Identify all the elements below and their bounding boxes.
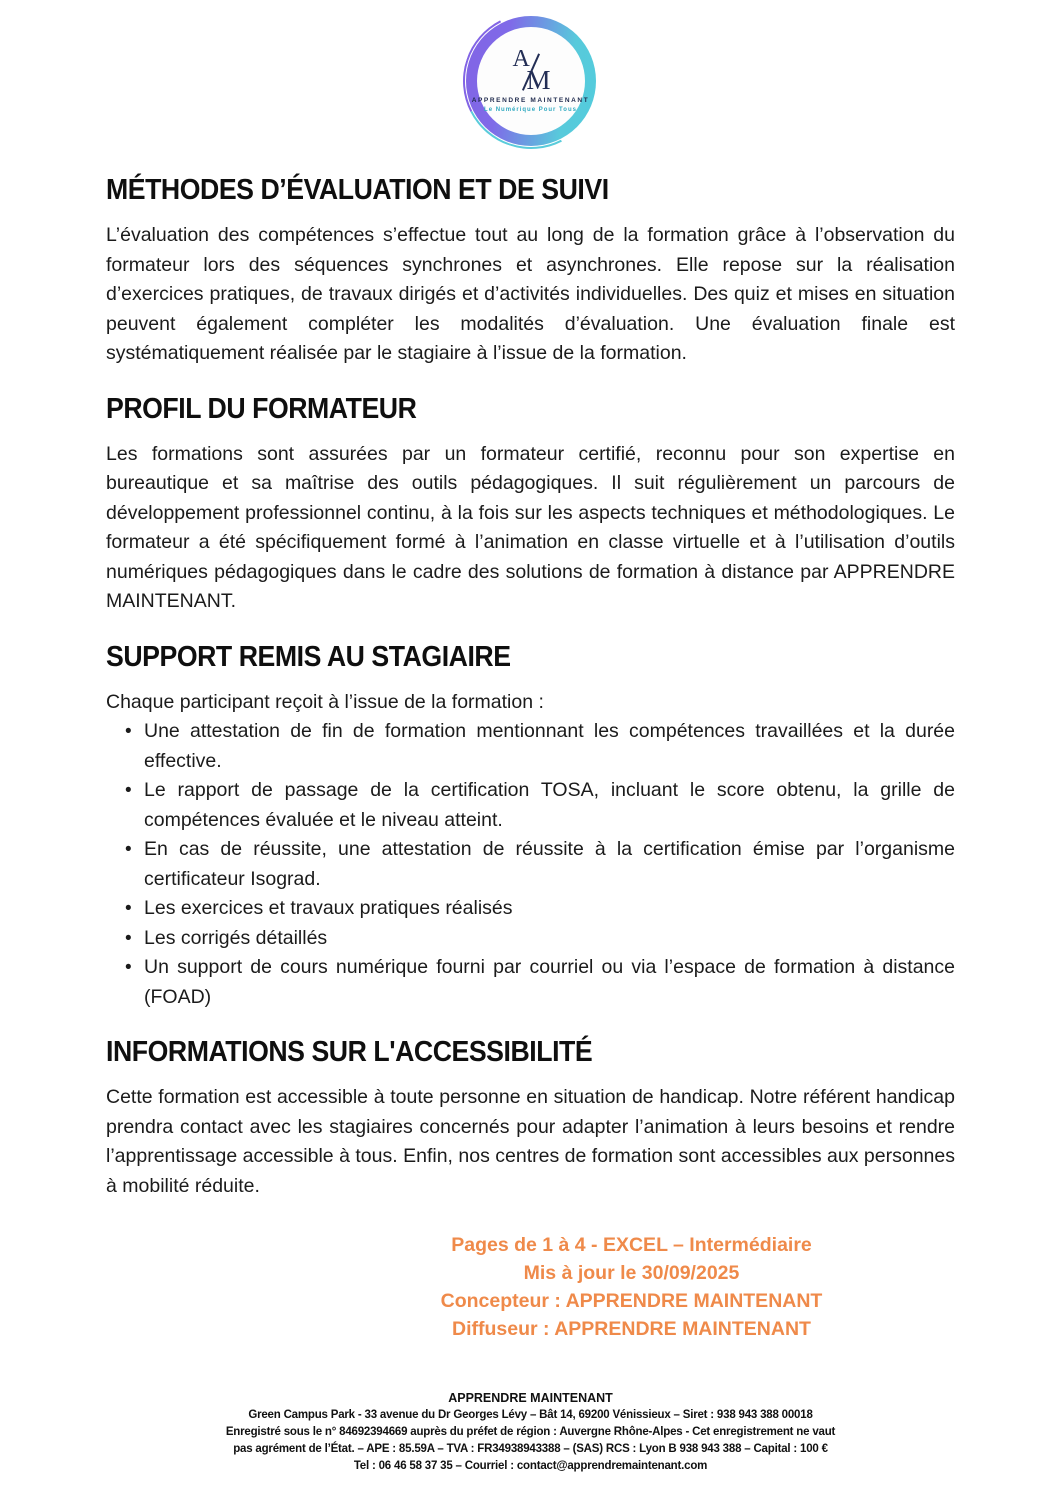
section-heading-support-stagiaire: SUPPORT REMIS AU STAGIAIRE bbox=[106, 640, 511, 673]
logo bbox=[106, 16, 955, 146]
section-paragraph-accessibilite: Cette formation est accessible à toute personne en situation de handicap. Notre référent handicap prendra contact avec les stagiaires concernés pour adapter l’animation à leurs besoins et rendre l’apprentissage accessible à tous. Enfin, nos centres de formation sont accessibles aux personnes à mobilité réduite. bbox=[106, 1086, 955, 1197]
logo-inner-circle bbox=[471, 27, 590, 135]
footer-address-line: Green Campus Park - 33 avenue du Dr Georges Lévy – Bât 14, 69200 Vénissieux – Siret : 938 943 388 00018 bbox=[248, 1409, 813, 1421]
list-item: • Le rapport de passage de la certification TOSA, incluant le score obtenu, la grille de compétences évaluée et le niveau atteint. bbox=[106, 776, 955, 835]
logo-brand-name: APPRENDRE MAINTENANT bbox=[471, 96, 590, 104]
footer-company-name: APPRENDRE MAINTENANT bbox=[448, 1391, 613, 1405]
logo-ring-icon bbox=[466, 16, 596, 146]
logo-tagline: Le Numérique Pour Tous bbox=[484, 106, 577, 113]
document-footer bbox=[106, 1389, 955, 1475]
list-item: • Les exercices et travaux pratiques réalisés bbox=[106, 894, 955, 924]
support-intro-line: Chaque participant reçoit à l’issue de la formation : bbox=[106, 690, 544, 713]
document-page bbox=[106, 0, 955, 1475]
section-heading-accessibilite: INFORMATIONS SUR L'ACCESSIBILITÉ bbox=[106, 1036, 593, 1068]
footer-contact-line: Tel : 06 46 58 37 35 – Courriel : contact@apprendremaintenant.com bbox=[353, 1460, 708, 1472]
list-item: • En cas de réussite, une attestation de réussite à la certification émise par l’organisme certificateur Isograd. bbox=[106, 835, 955, 894]
list-item: • Un support de cours numérique fourni par courriel ou via l’espace de formation à distance (FOAD) bbox=[106, 953, 955, 1012]
section-heading-profil-formateur: PROFIL DU FORMATEUR bbox=[106, 392, 417, 425]
meta-diffuseur-line: Diffuseur : APPRENDRE MAINTENANT bbox=[452, 1318, 811, 1340]
meta-pages-line: Pages de 1 à 4 - EXCEL – Intermédiaire bbox=[451, 1234, 812, 1256]
list-item: • Une attestation de fin de formation mentionnant les compétences travaillées et la durée effective. bbox=[106, 717, 955, 776]
logo-monogram-a: A bbox=[512, 45, 530, 72]
logo-monogram-slash bbox=[521, 53, 539, 90]
list-item: • Les corrigés détaillés bbox=[106, 924, 955, 954]
meta-concepteur-line: Concepteur : APPRENDRE MAINTENANT bbox=[440, 1290, 823, 1312]
logo-monogram-icon bbox=[509, 45, 553, 95]
document-meta-block bbox=[106, 1231, 955, 1343]
section-paragraph-profil-formateur: Les formations sont assurées par un formateur certifié, reconnu pour son expertise en bureautique et sa maîtrise des outils pédagogiques. Il suit régulièrement un parcours de développement professionnel continu, à la fois sur les aspects techniques et méthodologiques. Le formateur a été spécifiquement formé à l’animation en classe virtuelle et à l’utilisation d’outils numériques pédagogiques dans le cadre des solutions de formation à distance par APPRENDRE MAINTENANT. bbox=[106, 442, 955, 612]
footer-registration-line-2: pas agrément de l’État. – APE : 85.59A – TVA : FR34938943388 – (SAS) RCS : Lyon B 938 943 388 – Capital : 100 € bbox=[233, 1443, 828, 1455]
section-heading-methodes-evaluation: MÉTHODES D’ÉVALUATION ET DE SUIVI bbox=[106, 174, 609, 206]
footer-registration-line-1: Enregistré sous le n° 84692394669 auprès du préfet de région : Auvergne Rhône-Alpes - Cet enregistrement ne vaut bbox=[225, 1426, 836, 1438]
section-paragraph-methodes-evaluation: L’évaluation des compétences s’effectue tout au long de la formation grâce à l’observation du formateur lors des séquences synchrones et asynchrones. Elle repose sur la réalisation d’exercices pratiques, de travaux dirigés et d’activités individuelles. Des quiz et mises en situation peuvent également compléter les modalités d’évaluation. Une évaluation finale est systématiquement réalisée par le stagiaire à l’issue de la formation. bbox=[106, 224, 955, 364]
meta-updated-line: Mis à jour le 30/09/2025 bbox=[523, 1262, 740, 1284]
support-bullet-list bbox=[106, 717, 955, 1012]
logo-monogram-m: M bbox=[526, 64, 551, 95]
